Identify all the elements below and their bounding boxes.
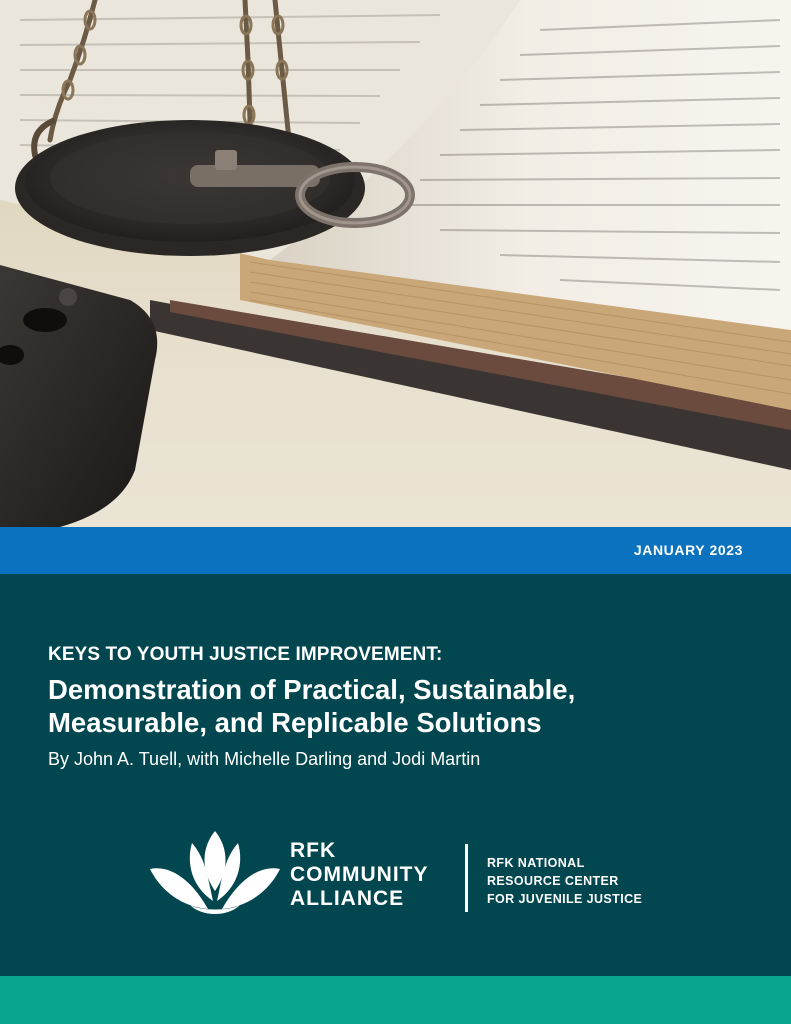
logo-divider — [465, 844, 468, 912]
report-title — [48, 673, 748, 739]
center-line-2: RESOURCE CENTER — [487, 874, 619, 888]
alliance-line-1: RFK — [290, 839, 337, 862]
date-band — [0, 527, 791, 574]
center-line-3: FOR JUVENILE JUSTICE — [487, 892, 643, 906]
alliance-line-3: ALLIANCE — [290, 887, 405, 910]
rfk-community-alliance-wordmark — [290, 839, 429, 911]
report-title-line-2: Measurable, and Replicable Solutions — [48, 707, 542, 738]
rfk-national-resource-center-logo — [487, 854, 642, 908]
report-byline: By John A. Tuell, with Michelle Darling and Jodi Martin — [48, 749, 481, 769]
alliance-line-2: COMMUNITY — [290, 863, 429, 886]
report-title-line-1: Demonstration of Practical, Sustainable, — [48, 674, 576, 705]
lotus-icon — [150, 829, 280, 919]
bottom-band — [0, 976, 791, 1024]
center-line-1: RFK NATIONAL — [487, 856, 585, 870]
report-kicker: KEYS TO YOUTH JUSTICE IMPROVEMENT: — [48, 644, 443, 665]
rfk-community-alliance-logo — [150, 829, 450, 919]
title-panel — [0, 574, 791, 976]
report-date: JANUARY 2023 — [633, 542, 743, 558]
